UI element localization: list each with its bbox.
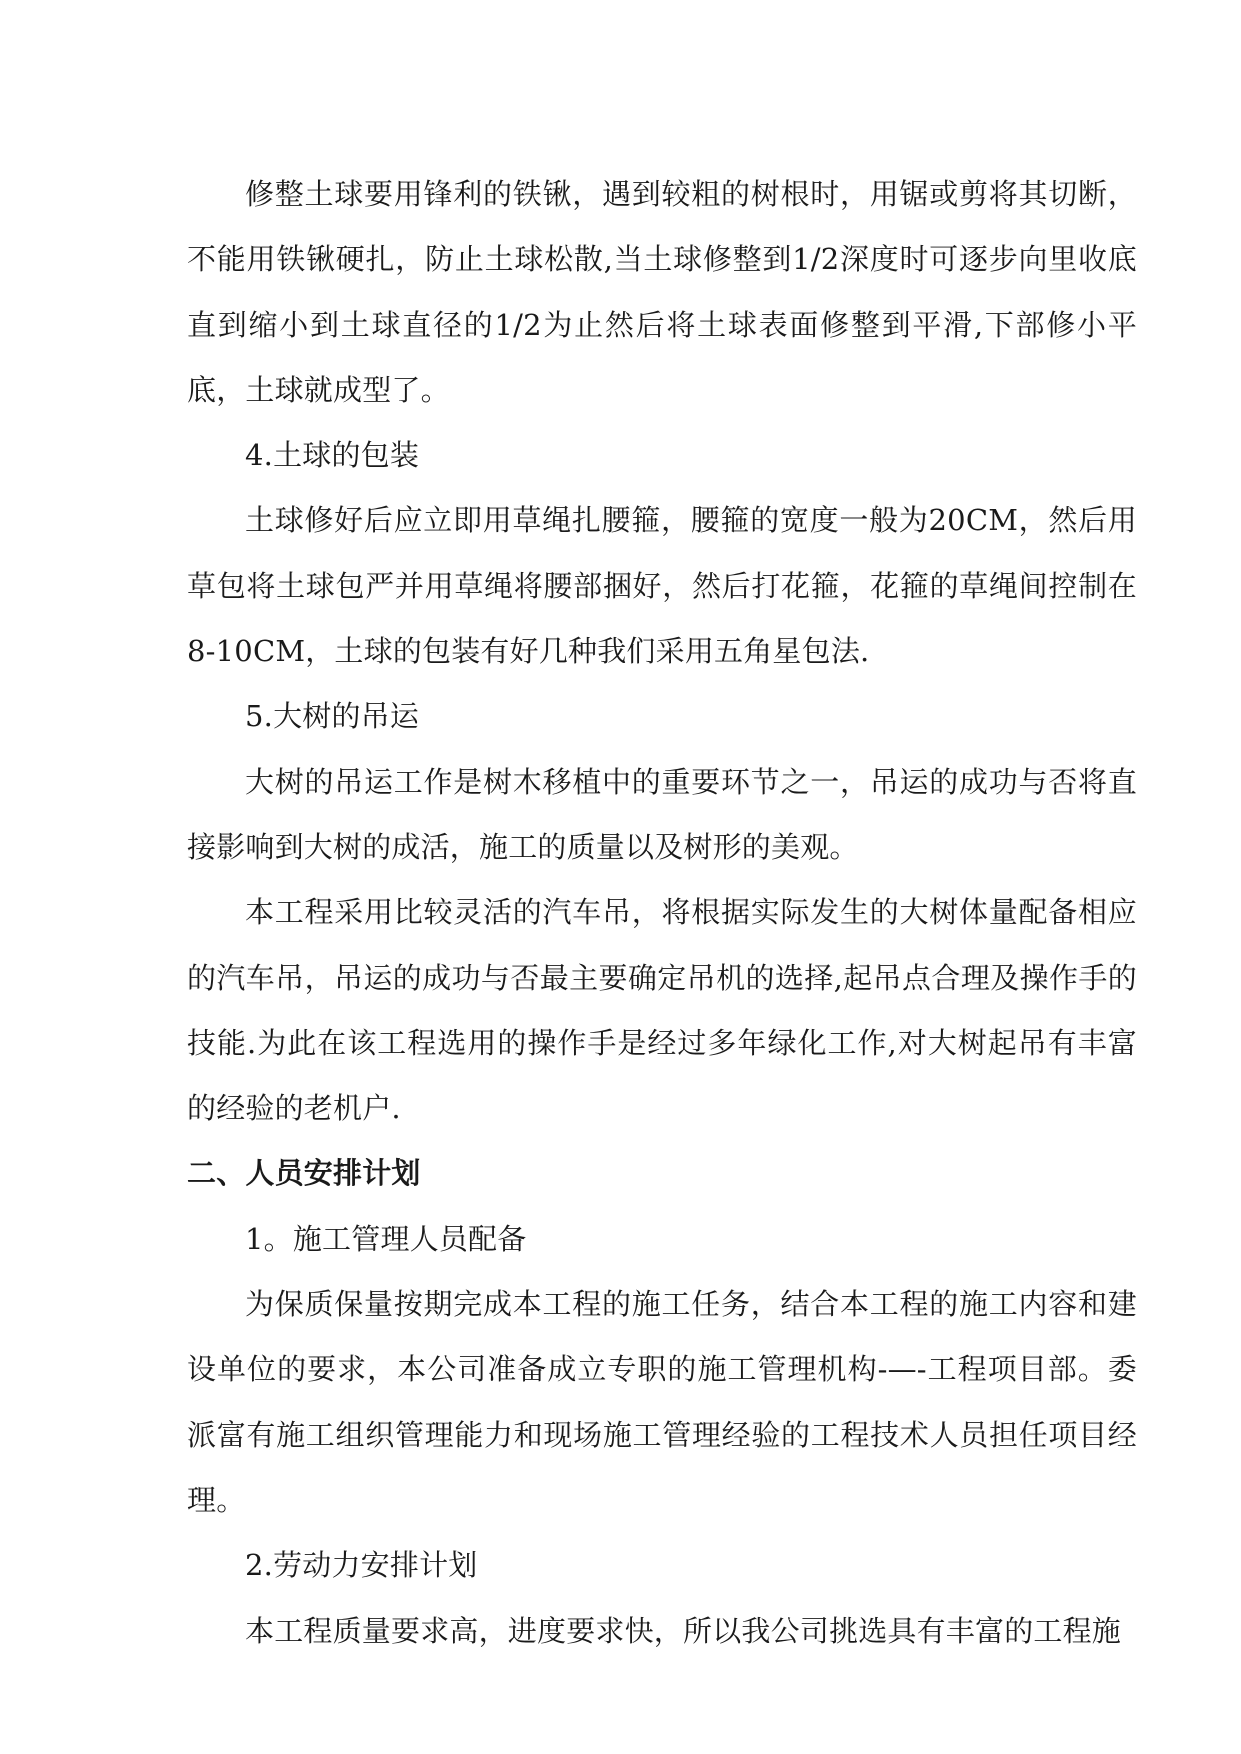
paragraph-soil-ball-packaging: 土球修好后应立即用草绳扎腰箍，腰箍的宽度一般为20CM，然后用草包将土球包严并用草绳将腰部捆好，然后打花箍，花箍的草绳间控制在8-10CM，土球的包装有好几种我们采用五角星包法. — [187, 503, 1137, 669]
paragraph-truck-crane: 本工程采用比较灵活的汽车吊，将根据实际发生的大树体量配备相应的汽车吊，吊运的成功与否最主要确定吊机的选择,起吊点合理及操作手的技能.为此在该工程选用的操作手是经过多年绿化工作,对大树起吊有丰富的经验的老机户. — [187, 895, 1137, 1126]
paragraph-labor-plan: 本工程质量要求高，进度要求快，所以我公司挑选具有丰富的工程施 — [245, 1613, 1122, 1648]
heading-labor-plan: 2.劳动力安排计划 — [245, 1548, 478, 1583]
paragraph-management-staff: 为保质保量按期完成本工程的施工任务，结合本工程的施工内容和建设单位的要求，本公司准备成立专职的施工管理机构-—-工程项目部。委派富有施工组织管理能力和现场施工管理经验的工程技术人员担任项目经理。 — [187, 1287, 1137, 1517]
heading-management-staff: 1。施工管理人员配备 — [245, 1221, 527, 1256]
heading-tree-hoisting: 5.大树的吊运 — [245, 699, 420, 734]
section-title-staffing-plan: 二、人员安排计划 — [187, 1156, 421, 1191]
paragraph-tree-hoisting-importance: 大树的吊运工作是树木移植中的重要环节之一，吊运的成功与否将直接影响到大树的成活，施工的质量以及树形的美观。 — [187, 764, 1137, 864]
heading-soil-ball-packaging: 4.土球的包装 — [245, 438, 420, 473]
paragraph-soil-ball-trimming: 修整土球要用锋利的铁锹，遇到较粗的树根时，用锯或剪将其切断，不能用铁锹硬扎，防止土球松散,当土球修整到1/2深度时可逐步向里收底直到缩小到土球直径的1/2为止然后将土球表面修整到平滑,下部修小平底，土球就成型了。 — [187, 177, 1137, 407]
document-body — [187, 162, 1137, 1664]
